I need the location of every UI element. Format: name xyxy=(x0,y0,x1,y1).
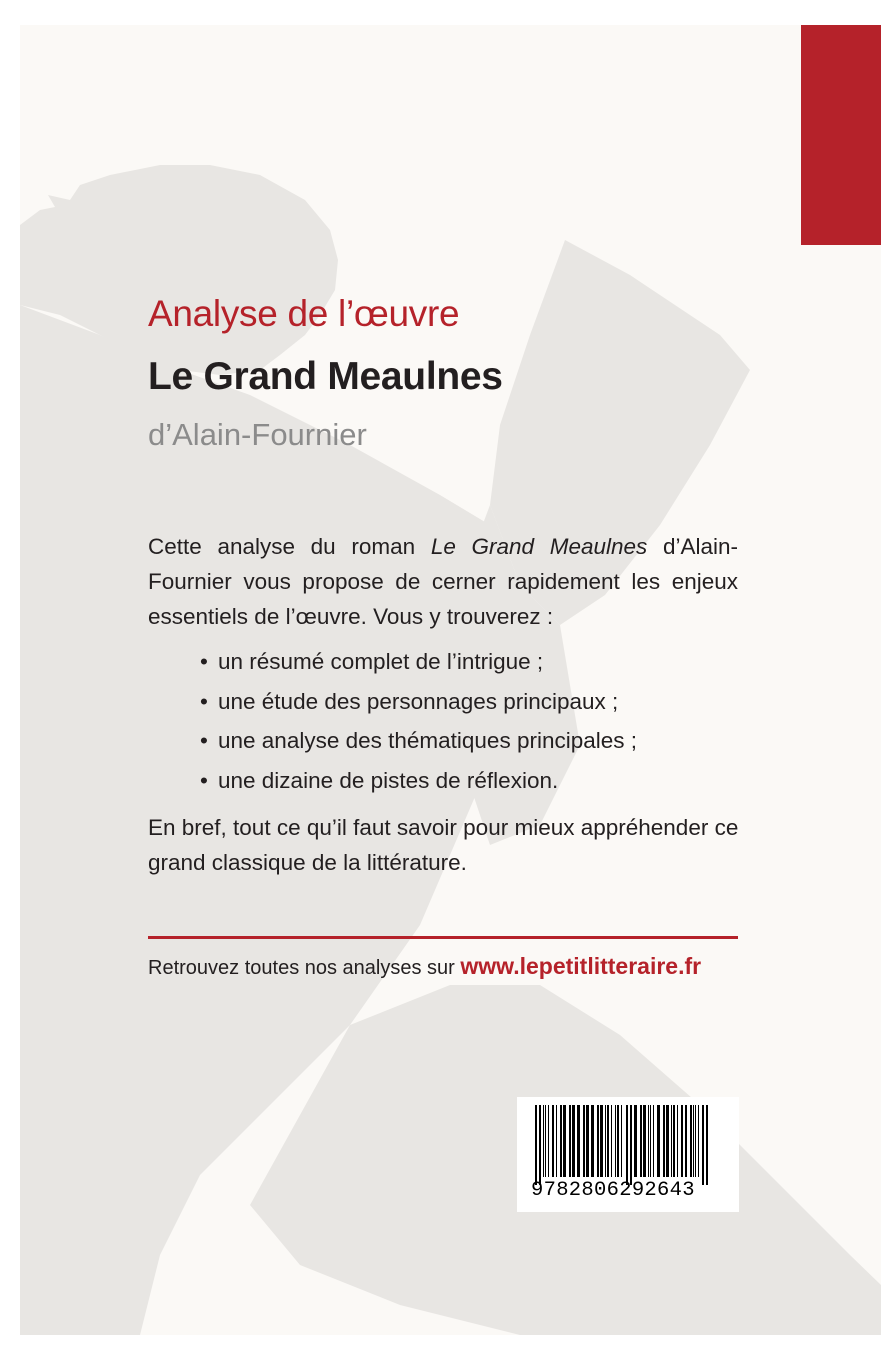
barcode-bar xyxy=(653,1105,654,1177)
barcode-bar xyxy=(615,1105,616,1177)
barcode-bar xyxy=(563,1105,566,1177)
list-item xyxy=(200,761,637,801)
bullet-icon: • xyxy=(200,688,208,714)
list-item-text: une étude des personnages principaux ; xyxy=(218,688,619,714)
barcode-bar xyxy=(535,1105,537,1185)
barcode-bar xyxy=(643,1105,646,1177)
red-accent-tab xyxy=(801,25,881,245)
barcode-bar xyxy=(663,1105,665,1177)
barcode-bar xyxy=(552,1105,554,1177)
isbn-number: 9782806292643 xyxy=(531,1179,695,1202)
barcode-bar xyxy=(572,1105,575,1177)
barcode-bar xyxy=(607,1105,609,1177)
barcode-bar xyxy=(611,1105,612,1177)
barcode-bar xyxy=(621,1105,622,1177)
list-item xyxy=(200,642,637,682)
website-link[interactable]: www.lepetitlitteraire.fr xyxy=(460,953,702,979)
barcode-bar xyxy=(586,1105,589,1177)
book-author: d’Alain-Fournier xyxy=(148,417,367,452)
footer-line xyxy=(148,953,701,980)
barcode-bar xyxy=(698,1105,699,1177)
divider xyxy=(148,936,738,939)
book-back-cover xyxy=(20,25,881,1335)
barcode-bar xyxy=(648,1105,649,1177)
barcode-bar xyxy=(626,1105,628,1185)
contents-list xyxy=(200,642,637,800)
barcode-bars xyxy=(535,1105,723,1185)
barcode-bar xyxy=(673,1105,675,1177)
barcode-bar xyxy=(605,1105,606,1177)
barcode-bar xyxy=(539,1105,541,1185)
bullet-icon: • xyxy=(200,649,208,674)
barcode-bar xyxy=(690,1105,692,1177)
list-item-text: un résumé complet de l’intrigue ; xyxy=(218,649,544,674)
barcode-bar xyxy=(706,1105,708,1185)
barcode-bar xyxy=(657,1105,660,1177)
barcode-bar xyxy=(634,1105,637,1177)
barcode-bar xyxy=(548,1105,549,1177)
bullet-icon: • xyxy=(200,767,208,793)
barcode-bar xyxy=(695,1105,696,1177)
list-item xyxy=(200,682,637,722)
barcode-bar xyxy=(591,1105,594,1177)
barcode-bar xyxy=(666,1105,669,1177)
list-item-text: une analyse des thématiques principales ; xyxy=(218,728,638,753)
footer-text: Retrouvez toutes nos analyses sur xyxy=(148,957,461,979)
description-rest: d’Alain-Fournier vous propose de cerner rapidement les enjeux essentiels de l’œuvre. Vous y trouverez : xyxy=(148,534,739,629)
barcode-bar xyxy=(640,1105,642,1177)
bullet-icon: • xyxy=(200,728,208,753)
barcode-bar xyxy=(685,1105,687,1177)
barcode-bar xyxy=(630,1105,632,1185)
barcode-bar xyxy=(600,1105,603,1177)
barcode-bar xyxy=(545,1105,546,1177)
barcode-bar xyxy=(556,1105,557,1177)
barcode-bar xyxy=(560,1105,562,1177)
list-item-text: une dizaine de pistes de réflexion. xyxy=(218,767,559,793)
conclusion-paragraph: En bref, tout ce qu’il faut savoir pour mieux appréhender ce grand classique de la littérature. xyxy=(148,815,739,875)
isbn-barcode xyxy=(517,1097,739,1212)
description-lead: Cette analyse du roman xyxy=(148,534,431,559)
barcode-bar xyxy=(681,1105,683,1177)
barcode-bar xyxy=(702,1105,704,1185)
description-paragraph xyxy=(148,529,738,634)
barcode-bar xyxy=(693,1105,694,1177)
barcode-bar xyxy=(597,1105,599,1177)
description-title-italic: Le Grand Meaulnes xyxy=(430,534,648,559)
barcode-bar xyxy=(583,1105,585,1177)
barcode-bar xyxy=(569,1105,571,1177)
list-item xyxy=(200,721,637,761)
barcode-bar xyxy=(650,1105,651,1177)
series-kicker: Analyse de l’œuvre xyxy=(148,293,460,334)
barcode-bar xyxy=(671,1105,672,1177)
book-title: Le Grand Meaulnes xyxy=(148,355,503,398)
barcode-bar xyxy=(677,1105,678,1177)
barcode-bar xyxy=(577,1105,580,1177)
barcode-bar xyxy=(617,1105,619,1177)
barcode-bar xyxy=(543,1105,544,1177)
